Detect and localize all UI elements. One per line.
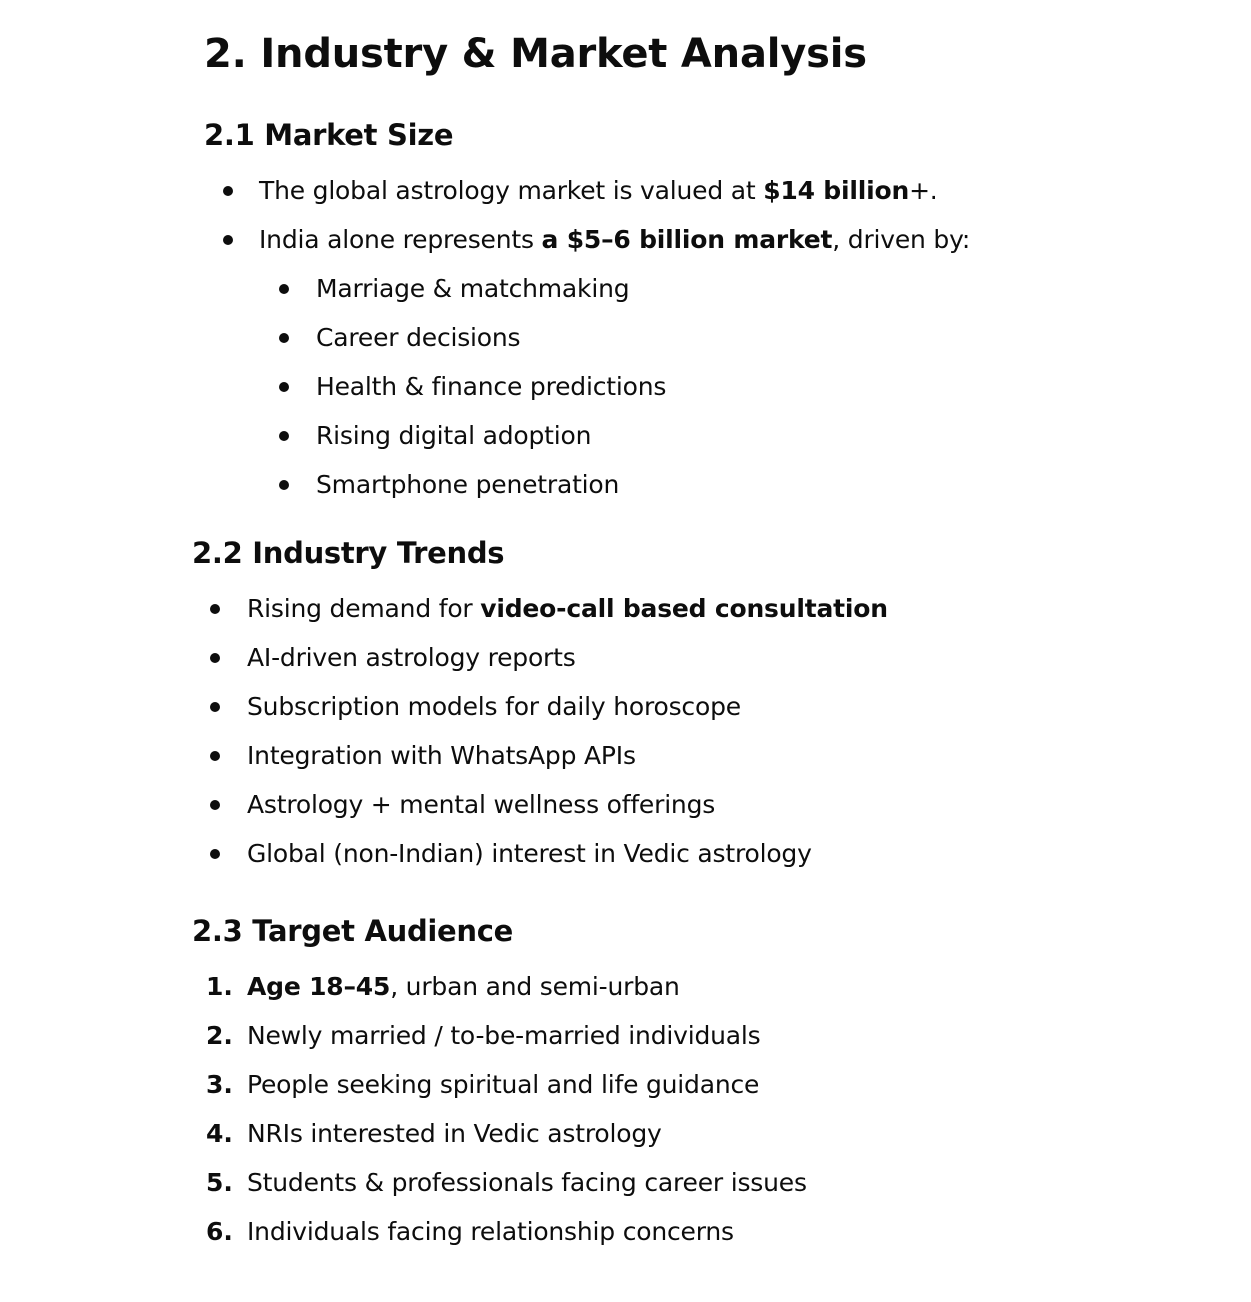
bullet-icon <box>210 751 220 761</box>
list-item: Subscription models for daily horoscope <box>247 692 741 721</box>
section-title-industry-trends: 2.2 Industry Trends <box>192 536 505 570</box>
list-item: Career decisions <box>316 323 521 352</box>
document: 2. Industry & Market Analysis 2.1 Market Size The global astrology market is valued at $14 billion+. India alone represents a $5–6 billion market, driven by: Marriage & matchmaking Career decisions Health & finance predictions Rising digital adoption Smartphone penetration 2.2 Industry Trends Rising demand for video-call based consultation AI-driven astrology reports Subscription models for daily horoscope Integration with WhatsApp APIs Astrology + mental wellness offerings Global (non-Indian) interest in Vedic astrology 2.3 Target Audience 1. Age 18–45, urban and semi-urban 2. Newly married / to-be-married individuals 3. People seeking spiritual and life guidance 4. NRIs interested in Vedic astrology 5. Students & professionals facing career issues 6. Individuals facing relationship concerns <box>0 0 1251 1302</box>
list-item: NRIs interested in Vedic astrology <box>247 1119 662 1148</box>
bullet-icon <box>279 333 289 343</box>
list-item: Health & finance predictions <box>316 372 667 401</box>
list-item: Rising digital adoption <box>316 421 592 450</box>
bullet-icon <box>223 186 233 196</box>
bullet-icon <box>223 235 233 245</box>
bullet-icon <box>210 653 220 663</box>
list-item: Newly married / to-be-married individuals <box>247 1021 761 1050</box>
list-number: 5. <box>206 1168 233 1197</box>
bullet-icon <box>210 702 220 712</box>
section-title-market-size: 2.1 Market Size <box>204 118 454 152</box>
list-number: 4. <box>206 1119 233 1148</box>
list-item: People seeking spiritual and life guidance <box>247 1070 760 1099</box>
bullet-icon <box>279 480 289 490</box>
list-number: 3. <box>206 1070 233 1099</box>
bullet-icon <box>279 431 289 441</box>
list-item: Global (non-Indian) interest in Vedic astrology <box>247 839 812 868</box>
bullet-icon <box>279 284 289 294</box>
bullet-icon <box>279 382 289 392</box>
list-item: Marriage & matchmaking <box>316 274 630 303</box>
list-item: Individuals facing relationship concerns <box>247 1217 734 1246</box>
bullet-icon <box>210 604 220 614</box>
list-number: 2. <box>206 1021 233 1050</box>
list-item: Smartphone penetration <box>316 470 620 499</box>
list-item: Students & professionals facing career issues <box>247 1168 807 1197</box>
list-item: Integration with WhatsApp APIs <box>247 741 636 770</box>
list-item: AI-driven astrology reports <box>247 643 576 672</box>
bullet-icon <box>210 849 220 859</box>
list-item: Astrology + mental wellness offerings <box>247 790 716 819</box>
bullet-icon <box>210 800 220 810</box>
page-title: 2. Industry & Market Analysis <box>204 31 867 77</box>
section-title-target-audience: 2.3 Target Audience <box>192 914 514 948</box>
list-number: 1. <box>206 972 233 1001</box>
list-number: 6. <box>206 1217 233 1246</box>
